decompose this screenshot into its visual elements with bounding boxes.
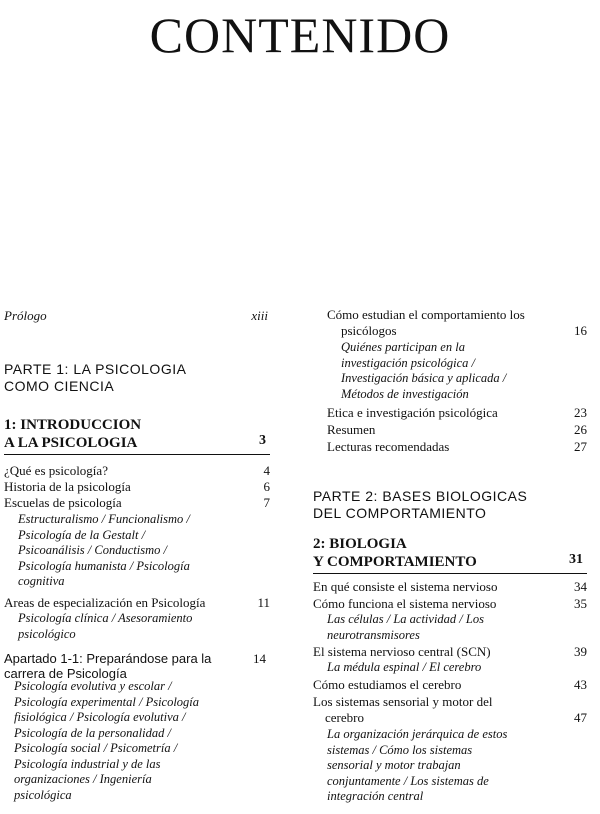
part-heading-line: DEL COMPORTAMIENTO — [313, 505, 487, 521]
subtopic-line: Psicoanálisis / Conductismo / — [18, 543, 167, 557]
subtopic-line: Psicología evolutiva y escolar / — [14, 679, 172, 693]
toc-entry[interactable] — [4, 479, 270, 495]
box-heading-line: Apartado 1-1: Preparándose para la — [4, 651, 212, 666]
page-number: 47 — [574, 710, 587, 725]
entry-label: Historia de la psicología — [4, 479, 131, 494]
entry-label: Lecturas recomendadas — [327, 439, 450, 454]
page-number: 16 — [574, 323, 587, 338]
page-number: 43 — [574, 677, 587, 692]
page-number: 4 — [263, 463, 270, 478]
subtopic-line: Psicología industrial y de las — [14, 756, 161, 771]
subtopic-line: La médula espinal / El cerebro — [327, 660, 482, 674]
subtopic-line: Investigación básica y aplicada / — [341, 371, 507, 385]
entry-label: Areas de especialización en Psicología — [4, 595, 206, 610]
part-heading-line: PARTE 1: LA PSICOLOGIA — [4, 361, 187, 377]
chapter-2-heading[interactable] — [313, 535, 587, 574]
part-2-heading — [313, 488, 587, 522]
subtopic-line: sistemas / Cómo los sistemas — [327, 742, 473, 757]
subtopic-line: Psicología de la Gestalt / — [18, 527, 146, 542]
page-number: 7 — [263, 495, 270, 510]
subtopic-line: investigación psicológica / — [341, 355, 476, 370]
subtopic-line: Psicología experimental / Psicología — [14, 694, 200, 709]
entry-label: Los sistemas sensorial y motor del — [313, 694, 493, 709]
chapter-heading-line: A LA PSICOLOGIA — [4, 435, 138, 451]
toc-entry[interactable] — [327, 439, 587, 455]
subtopic-line: psicológico — [18, 626, 76, 641]
subtopic-line: Psicología social / Psicometría / — [14, 741, 178, 755]
page-number: 31 — [569, 552, 583, 567]
entry-label: Resumen — [327, 422, 376, 437]
subtopic-line: cognitiva — [18, 574, 65, 588]
subtopic-line: conjuntamente / Los sistemas de — [327, 773, 489, 788]
toc-entry[interactable] — [313, 579, 587, 595]
entry-label: Cómo funciona el sistema nervioso — [313, 596, 497, 611]
entry-label: psicólogos — [341, 323, 397, 338]
page-number: 27 — [574, 439, 587, 454]
entry-label: Cómo estudiamos el cerebro — [313, 677, 462, 692]
box-1-1-entry[interactable] — [4, 651, 270, 681]
toc-entry[interactable] — [4, 595, 270, 611]
page-number: 6 — [263, 479, 270, 494]
toc-entry-como-estudian[interactable] — [327, 307, 587, 339]
toc-entry[interactable] — [313, 677, 587, 693]
subtopics-areas — [18, 611, 270, 642]
page-number: 3 — [259, 433, 266, 448]
page-number: 23 — [574, 405, 587, 420]
toc-entry-prologo[interactable] — [4, 308, 270, 324]
box-heading-line: carrera de Psicología — [4, 666, 127, 681]
subtopic-line: psicológica — [14, 787, 72, 802]
entry-label: Escuelas de psicología — [4, 495, 122, 510]
chapter-heading-line: 2: BIOLOGIA — [313, 536, 407, 552]
subtopic-line: Métodos de investigación — [341, 386, 469, 401]
page-number: 39 — [574, 644, 587, 659]
chapter-heading-line: 1: INTRODUCCION — [4, 417, 142, 433]
subtopic-line: neurotransmisores — [327, 627, 420, 642]
page-title: CONTENIDO — [149, 7, 451, 63]
subtopic-line: Estructuralismo / Funcionalismo / — [18, 512, 190, 526]
toc-entry[interactable] — [313, 596, 587, 612]
subtopic-line: organizaciones / Ingeniería — [14, 772, 152, 786]
subtopics-como — [341, 340, 587, 402]
entry-label: cerebro — [325, 710, 364, 725]
subtopics-sensorial — [327, 727, 587, 805]
subtopics-scn — [327, 660, 587, 676]
subtopic-line: sensorial y motor trabajan — [327, 758, 461, 772]
subtopic-line: integración central — [327, 789, 424, 803]
chapter-1-heading[interactable] — [4, 416, 270, 455]
toc-entry[interactable] — [327, 405, 587, 421]
toc-entry[interactable] — [313, 644, 587, 660]
entry-label: Prólogo — [4, 308, 47, 323]
page-number: 11 — [257, 595, 270, 610]
page-number: 26 — [574, 422, 587, 437]
subtopic-line: Psicología clínica / Asesoramiento — [18, 611, 193, 625]
part-heading-line: COMO CIENCIA — [4, 378, 115, 394]
subtopic-line: La organización jerárquica de estos — [327, 727, 508, 741]
page-number: 34 — [574, 579, 587, 594]
subtopic-line: Psicología de la personalidad / — [14, 725, 171, 740]
subtopic-line: fisiológica / Psicología evolutiva / — [14, 710, 186, 724]
subtopics-escuelas — [18, 512, 270, 590]
toc-entry-sensorial[interactable] — [313, 694, 587, 726]
toc-entry[interactable] — [4, 495, 270, 511]
subtopics-box — [14, 679, 270, 803]
toc-entry[interactable] — [4, 463, 270, 479]
subtopic-line: Quiénes participan en la — [341, 340, 465, 354]
subtopic-line: Las células / La actividad / Los — [327, 612, 484, 626]
part-1-heading — [4, 361, 270, 395]
entry-label: Etica e investigación psicológica — [327, 405, 498, 420]
entry-label: ¿Qué es psicología? — [4, 463, 108, 478]
page-number: 14 — [253, 651, 266, 666]
part-heading-line: PARTE 2: BASES BIOLOGICAS — [313, 488, 528, 504]
page-number: 35 — [574, 596, 587, 611]
entry-label: En qué consiste el sistema nervioso — [313, 579, 498, 594]
toc-entry[interactable] — [327, 422, 587, 438]
entry-label: Cómo estudian el comportamiento los — [327, 307, 525, 322]
subtopics-funciona — [327, 612, 587, 643]
page-number: xiii — [251, 308, 268, 323]
chapter-heading-line: Y COMPORTAMIENTO — [313, 554, 477, 570]
entry-label: El sistema nervioso central (SCN) — [313, 644, 491, 659]
subtopic-line: Psicología humanista / Psicología — [18, 558, 190, 573]
